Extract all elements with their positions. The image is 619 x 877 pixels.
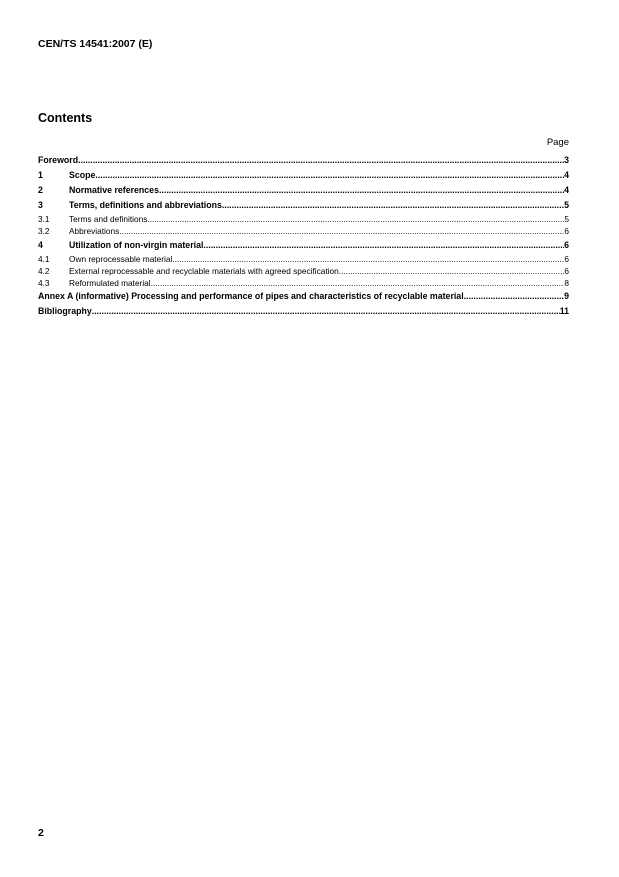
toc-entry-page: 6 (564, 265, 569, 276)
toc-entry-title: Normative references (69, 185, 159, 195)
toc-entry-own-reprocessable-material[interactable] (38, 253, 569, 265)
toc-leader-dots (464, 289, 564, 304)
toc-entry-number: 4.3 (38, 278, 50, 289)
toc-leader-dots (92, 304, 560, 319)
toc-entry-title: Own reprocessable material (69, 253, 173, 264)
toc-entry-number: 4.2 (38, 265, 50, 276)
toc-entry-page: 6 (564, 239, 569, 250)
toc-entry-title: Utilization of non-virgin material (69, 239, 204, 250)
toc-entry-page: 9 (564, 291, 569, 302)
page-number: 2 (38, 827, 44, 839)
toc-entry-title: External reprocessable and recyclable materials with agreed specification (69, 265, 339, 276)
toc-entry-utilization-non-virgin-material[interactable] (38, 238, 569, 253)
toc-entry-number: 4.1 (38, 253, 50, 264)
toc-entry-terms-and-definitions[interactable] (38, 213, 569, 225)
toc-entry-foreword[interactable] (38, 153, 569, 168)
toc-entry-terms-definitions-abbreviations[interactable] (38, 198, 569, 213)
toc-leader-dots (78, 153, 564, 168)
toc-entry-number: 3.1 (38, 214, 50, 224)
toc-entry-number: 1 (38, 170, 43, 180)
toc-entry-page: 6 (564, 253, 569, 264)
toc-leader-dots (222, 198, 564, 213)
toc-entry-title: Annex A (informative) Processing and performance of pipes and characteristics of recyclable material (38, 291, 464, 302)
toc-entry-number: 2 (38, 185, 43, 195)
toc-entry-abbreviations[interactable] (38, 225, 569, 237)
toc-entry-scope[interactable] (38, 168, 569, 183)
toc-entry-number: 4 (38, 239, 43, 250)
toc-entry-title: Foreword (38, 155, 79, 165)
page-column-label: Page (546, 137, 569, 148)
toc-entry-title: Scope (69, 170, 96, 180)
toc-entry-annex-a[interactable] (38, 289, 569, 304)
toc-entry-normative-references[interactable] (38, 183, 569, 198)
toc-entry-number: 3.2 (38, 226, 50, 237)
toc-entry-title: Abbreviations (69, 226, 120, 237)
toc-entry-page: 6 (564, 226, 569, 237)
toc-leader-dots (339, 265, 565, 277)
toc-leader-dots (119, 225, 564, 237)
toc-leader-dots (95, 168, 564, 183)
toc-entry-external-reprocessable-materials[interactable] (38, 265, 569, 277)
toc-entry-page: 5 (564, 214, 569, 224)
toc-entry-page: 4 (564, 170, 569, 180)
toc-entry-page: 8 (564, 278, 569, 289)
toc-leader-dots (203, 238, 564, 253)
toc-entry-title: Bibliography (38, 306, 92, 317)
toc-leader-dots (172, 253, 564, 265)
contents-title: Contents (38, 111, 93, 125)
toc-leader-dots (147, 213, 564, 225)
toc-entry-page: 11 (559, 306, 569, 317)
toc-entry-title: Terms, definitions and abbreviations (69, 200, 222, 210)
toc-leader-dots (159, 183, 564, 198)
toc-entry-number: 3 (38, 200, 43, 210)
document-header: CEN/TS 14541:2007 (E) (38, 38, 153, 50)
toc-entry-bibliography[interactable] (38, 304, 569, 319)
toc-entry-title: Reformulated material (69, 278, 151, 289)
toc-entry-page: 3 (564, 155, 569, 165)
toc-leader-dots (151, 277, 565, 289)
table-of-contents (38, 153, 569, 319)
toc-entry-reformulated-material[interactable] (38, 277, 569, 289)
toc-entry-page: 4 (564, 185, 569, 195)
toc-entry-page: 5 (564, 200, 569, 210)
toc-entry-title: Terms and definitions (69, 214, 148, 224)
